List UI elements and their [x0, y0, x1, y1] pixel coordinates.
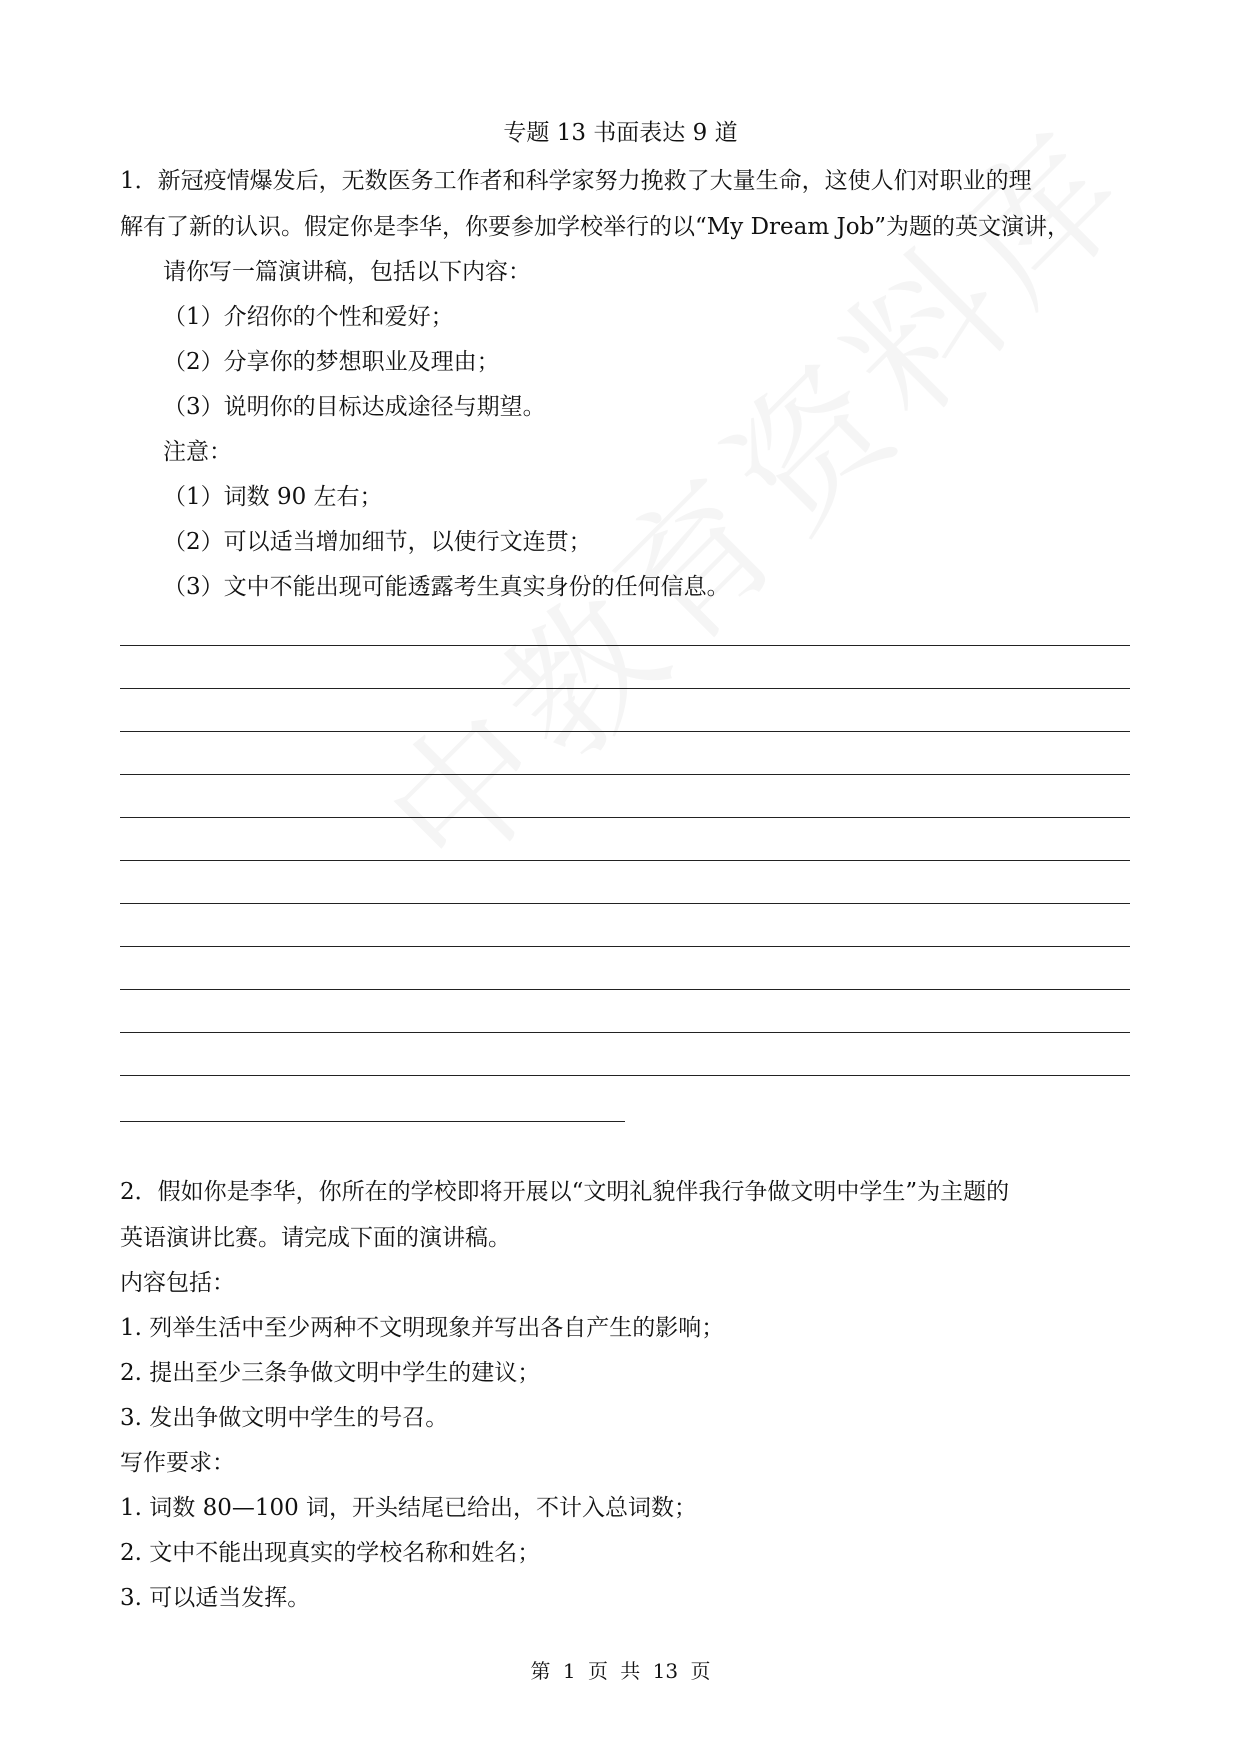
q1-note-3: （3）文中不能出现可能透露考生真实身份的任何信息。 — [163, 574, 730, 600]
q2-content-label: 内容包括： — [120, 1270, 235, 1296]
q2-req-label: 写作要求： — [120, 1450, 235, 1476]
answer-line[interactable] — [120, 774, 1130, 775]
q2-content-3: 3. 发出争做文明中学生的号召。 — [120, 1405, 449, 1431]
page-title: 专题 13 书面表达 9 道 — [503, 120, 738, 146]
answer-line[interactable] — [120, 688, 1130, 689]
answer-line[interactable] — [120, 731, 1130, 732]
answer-line[interactable] — [120, 903, 1130, 904]
q1-prompt-line-2: 解有了新的认识。假定你是李华，你要参加学校举行的以“My Dream Job”为题的英文演讲， — [120, 214, 1071, 240]
q1-item-1: （1）介绍你的个性和爱好； — [163, 304, 454, 330]
answer-line[interactable] — [120, 645, 1130, 646]
q1-note-2: （2）可以适当增加细节，以使行文连贯； — [163, 529, 592, 555]
answer-line[interactable] — [120, 1121, 625, 1122]
q1-prompt-line-1: 1．新冠疫情爆发后，无数医务工作者和科学家努力挽救了大量生命，这使人们对职业的理 — [120, 168, 1032, 194]
q1-item-3: （3）说明你的目标达成途径与期望。 — [163, 394, 546, 420]
answer-line[interactable] — [120, 989, 1130, 990]
q2-content-1: 1. 列举生活中至少两种不文明现象并写出各自产生的影响； — [120, 1315, 725, 1341]
q2-prompt-line-2: 英语演讲比赛。请完成下面的演讲稿。 — [120, 1225, 511, 1251]
q2-content-2: 2. 提出至少三条争做文明中学生的建议； — [120, 1360, 541, 1386]
q2-req-3: 3. 可以适当发挥。 — [120, 1585, 311, 1611]
q2-prompt-line-1: 2．假如你是李华，你所在的学校即将开展以“文明礼貌伴我行争做文明中学生”为主题的 — [120, 1179, 1010, 1205]
answer-line[interactable] — [120, 860, 1130, 861]
answer-line[interactable] — [120, 817, 1130, 818]
answer-line[interactable] — [120, 1075, 1130, 1076]
watermark — [330, 73, 1170, 913]
q1-note-label: 注意： — [163, 439, 232, 465]
page-footer: 第 1 页 共 13 页 — [530, 1659, 711, 1683]
answer-line[interactable] — [120, 1032, 1130, 1033]
answer-line[interactable] — [120, 946, 1130, 947]
q1-note-1: （1）词数 90 左右； — [163, 484, 383, 510]
q1-prompt-line-3: 请你写一篇演讲稿，包括以下内容： — [163, 259, 531, 285]
q2-req-2: 2. 文中不能出现真实的学校名称和姓名； — [120, 1540, 541, 1566]
q1-item-2: （2）分享你的梦想职业及理由； — [163, 349, 500, 375]
q2-req-1: 1. 词数 80—100 词，开头结尾已给出，不计入总词数； — [120, 1495, 698, 1521]
